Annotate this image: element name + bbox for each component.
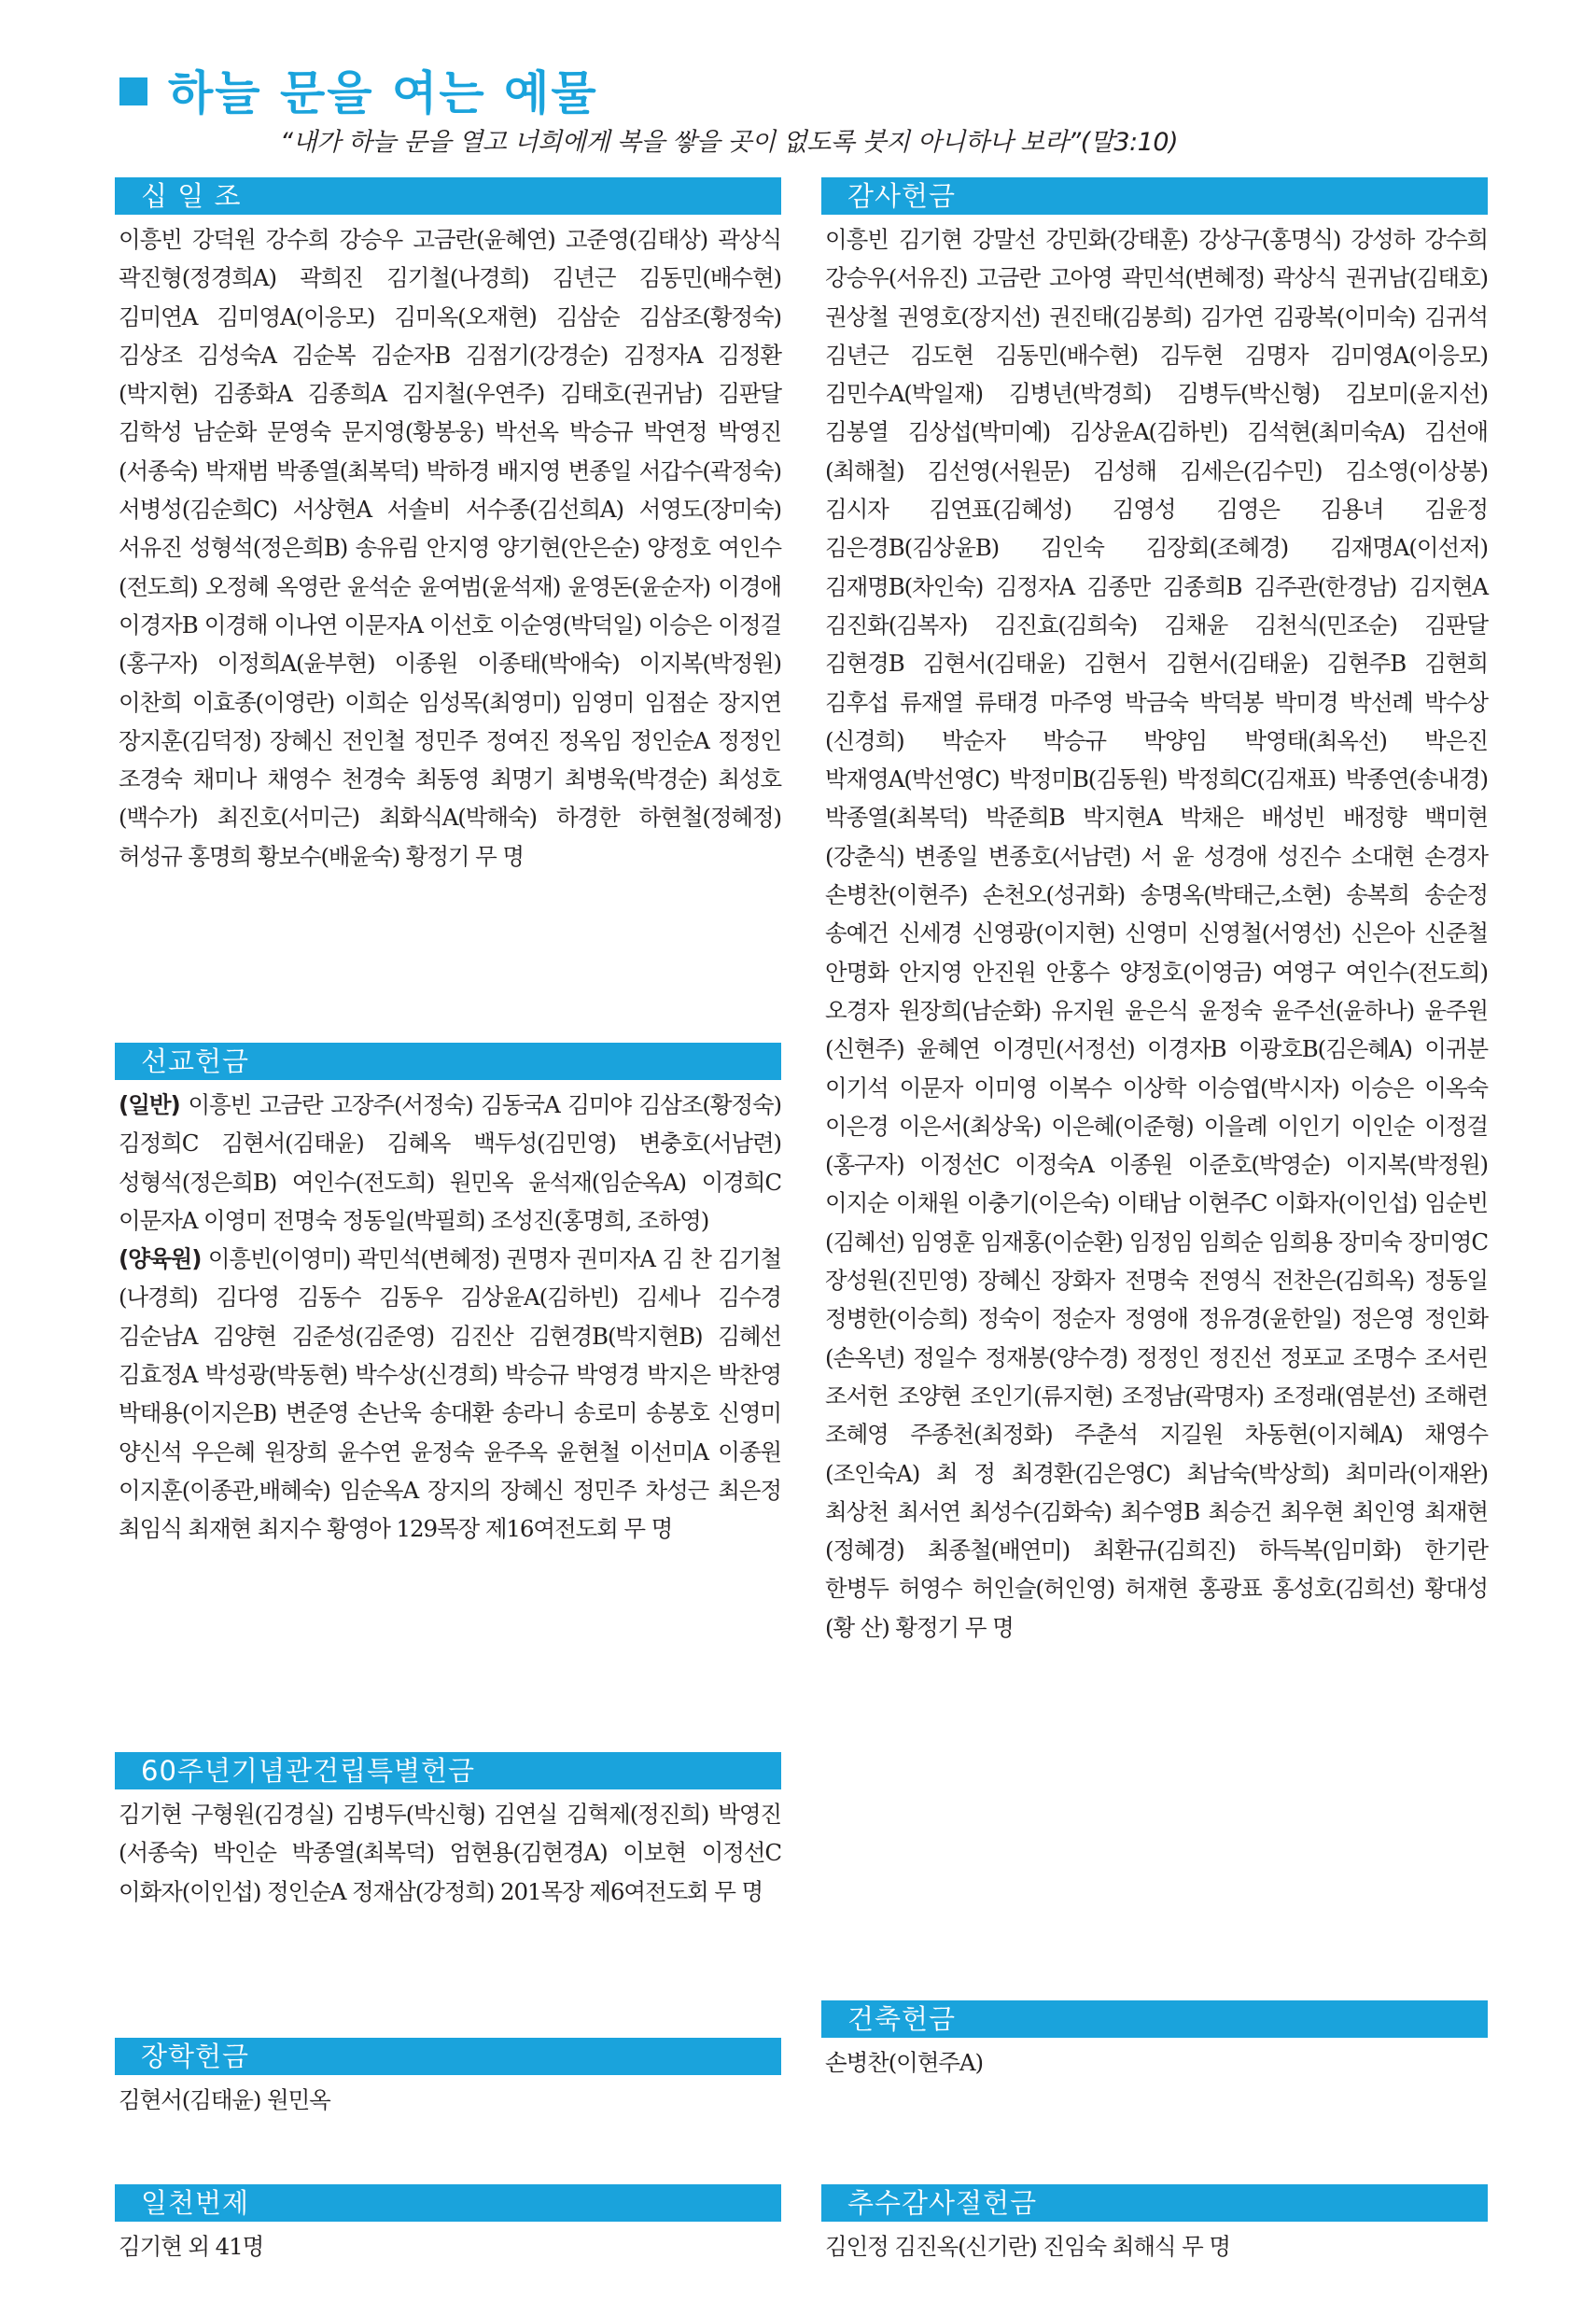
page-title: 하늘 문을 여는 예물 [168, 66, 598, 120]
mission-support-label: (양육원) [119, 1245, 202, 1273]
tithe-names: 이흥빈 강덕원 강수희 강승우 고금란(윤혜연) 고준영(김태상) 곽상식 곽진형(정경희A) 곽희진 김기철(나경희) 김년근 김동민(배수현) 김미연A 김미영A(이응모) 김미옥(오재현) 김삼순 김삼조(황정숙) 김상조 김성숙A 김순복 김순자B 김점기(강경순) 김정자A 김정환(박지현) 김종화A 김종희A 김지철(우연주) 김태호(권귀남) 김판달 김학성 남순화 문영숙 문지영(황봉웅) 박선옥 박승규 박연정 박영진(서종숙) 박재범 박종열(최복덕) 박하경 배지영 변종일 서갑수(곽정숙) 서병성(김순희C) 서상현A 서솔비 서수종(김선희A) 서영도(장미숙) 서유진 성형석(정은희B) 송유림 안지영 양기현(안은순) 양정호 여인수(전도희) 오정혜 옥영란 윤석순 윤여범(윤석재) 윤영돈(윤순자) 이경애 이경자B 이경해 이나연 이문자A 이선호 이순영(박덕일) 이승은 이정걸(홍구자) 이정희A(윤부현) 이종원 이종태(박애숙) 이지복(박정원) 이찬희 이효종(이영란) 이희순 임성목(최영미) 임영미 임점순 장지연 장지훈(김덕정) 장혜신 전인철 정민주 정여진 정옥임 정인순A 정정인 조경숙 채미나 채영수 천경숙 최동영 최명기 최병욱(박경순) 최성호(백수가) 최진호(서미근) 최화식A(박해숙) 하경한 하현철(정혜정) 허성규 홍명희 황보수(배윤숙) 황정기 무 명 [119, 226, 781, 870]
title-square-icon [119, 77, 147, 105]
mission-support-names: 이흥빈(이영미) 곽민석(변혜정) 권명자 권미자A 김 찬 김기철(나경희) 김다영 김동수 김동우 김상윤A(김하빈) 김세나 김수경 김순남A 김양현 김준성(김준영) 김진산 김현경B(박지현B) 김혜선 김효정A 박성광(박동현) 박수상(신경희) 박승규 박영경 박지은 박찬영 박태용(이지은B) 변준영 손난욱 송대환 송라니 송로미 송봉호 신영미 양신석 우은혜 원장희 윤수연 윤정숙 윤주옥 윤현철 이선미A 이종원 이지훈(이종관,배혜숙) 임순옥A 장지의 장혜신 정민주 차성근 최은정 최임식 최재현 최지수 황영아 129목장 제16여전도회 무 명 [119, 1245, 781, 1543]
thanks-heading: 감사헌금 [821, 177, 1488, 215]
tithe-heading: 십 일 조 [115, 177, 781, 215]
building-section [821, 2000, 1488, 2082]
scholarship-names: 김현서(김태윤) 원민옥 [119, 2086, 330, 2113]
ilcheon-section [115, 2184, 781, 2266]
ilcheon-names: 김기현 외 41명 [119, 2233, 264, 2260]
thanks-names: 이흥빈 김기현 강말선 강민화(강태훈) 강상구(홍명식) 강성하 강수희 강승우(서유진) 고금란 고아영 곽민석(변혜정) 곽상식 권귀남(김태호) 권상철 권영호(장지선) 권진태(김봉희) 김가연 김광복(이미숙) 김귀석 김년근 김도현 김동민(배수현) 김두현 김명자 김미영A(이응모) 김민수A(박일재) 김병년(박경희) 김병두(박신형) 김보미(윤지선) 김봉열 김상섭(박미예) 김상윤A(김하빈) 김석현(최미숙A) 김선애(최해철) 김선영(서원문) 김성해 김세은(김수민) 김소영(이상봉) 김시자 김연표(김혜성) 김영성 김영은 김용녀 김윤정 김은경B(김상윤B) 김인숙 김장회(조혜경) 김재명A(이선저) 김재명B(차인숙) 김정자A 김종만 김종희B 김주관(한경남) 김지현A 김진화(김복자) 김진효(김희숙) 김채윤 김천식(민조순) 김판달 김현경B 김현서(김태윤) 김현서 김현서(김태윤) 김현주B 김현희 김후섭 류재열 류태경 마주영 박금숙 박덕봉 박미경 박선례 박수상(신경희) 박순자 박승규 박양임 박영태(최옥선) 박은진 박재영A(박선영C) 박정미B(김동원) 박정희C(김재표) 박종연(송내경) 박종열(최복덕) 박준희B 박지현A 박채은 배성빈 배정향 백미현(강춘식) 변종일 변종호(서남련) 서 윤 성경애 성진수 소대현 손경자 손병찬(이현주) 손천오(성귀화) 송명옥(박태근,소현) 송복희 송순정 송예건 신세경 신영광(이지현) 신영미 신영철(서영선) 신은아 신준철 안명화 안지영 안진원 안홍수 양정호(이영금) 여영구 여인수(전도희) 오경자 원장희(남순화) 유지원 윤은식 윤정숙 윤주선(윤하나) 윤주원(신현주) 윤혜연 이경민(서정선) 이경자B 이광호B(김은혜A) 이귀분 이기석 이문자 이미영 이복수 이상학 이승엽(박시자) 이승은 이옥숙 이은경 이은서(최상욱) 이은혜(이준형) 이을례 이인기 이인순 이정걸(홍구자) 이정선C 이정숙A 이종원 이준호(박영순) 이지복(박정원) 이지순 이채원 이충기(이은숙) 이태남 이현주C 이화자(이인섭) 임순빈(김혜선) 임영훈 임재홍(이순환) 임정임 임희순 임희용 장미숙 장미영C 장성원(진민영) 장혜신 장화자 전명숙 전영식 전찬은(김희옥) 정동일 정병한(이승희) 정숙이 정순자 정영애 정유경(윤한일) 정은영 정인화(손옥년) 정일수 정재봉(양수경) 정정인 정진선 정포교 조명수 조서린 조서헌 조양현 조인기(류지현) 조정남(곽명자) 조정래(염분선) 조해련 조혜영 주종천(최정화) 주춘석 지길원 차동현(이지혜A) 채영수(조인숙A) 최 정 최경환(김은영C) 최남숙(박상희) 최미라(이재완) 최상천 최서연 최성수(김화숙) 최수영B 최승건 최우현 최인영 최재현(정혜경) 최종철(배연미) 최환규(김희진) 하득복(임미화) 한기란 한병두 허영수 허인슬(허인영) 허재현 홍광표 홍성호(김희선) 황대성(황 산) 황정기 무 명 [825, 226, 1488, 1641]
mission-heading: 선교헌금 [115, 1043, 781, 1080]
building-heading: 건축헌금 [821, 2000, 1488, 2038]
mission-names [115, 1086, 781, 1549]
building-names: 손병찬(이현주A) [825, 2049, 983, 2076]
ilcheon-heading: 일천번제 [115, 2184, 781, 2222]
scholarship-section [115, 2038, 781, 2119]
tithe-section [115, 177, 781, 876]
harvest-names: 김인정 김진옥(신기란) 진임숙 최해식 무 명 [825, 2233, 1230, 2260]
mission-section [115, 1043, 781, 1549]
mission-general-names: 이흥빈 고금란 고장주(서정숙) 김동국A 김미야 김삼조(황정숙) 김정희C 김현서(김태윤) 김혜옥 백두성(김민영) 변충호(서남련) 성형석(정은희B) 여인수(전도희) 원민옥 윤석재(임순옥A) 이경희C 이문자A 이영미 전명숙 정동일(박필희) 조성진(홍명희, 조하영) [119, 1091, 781, 1234]
harvest-heading: 추수감사절헌금 [821, 2184, 1488, 2222]
scholarship-heading: 장학헌금 [115, 2038, 781, 2075]
memorial-heading: 60주년기념관건립특별헌금 [115, 1752, 781, 1789]
thanks-section [821, 177, 1488, 1647]
harvest-section [821, 2184, 1488, 2266]
page-header [119, 56, 598, 123]
memorial-names: 김기현 구형원(김경실) 김병두(박신형) 김연실 김혁제(정진희) 박영진(서종숙) 박인순 박종열(최복덕) 엄현용(김현경A) 이보현 이정선C 이화자(이인섭) 정인순A 정재삼(강정희) 201목장 제6여전도회 무 명 [119, 1801, 781, 1905]
bible-verse: “내가 하늘 문을 열고 너희에게 복을 쌓을 곳이 없도록 붓지 아니하나 보라”(말3:10) [280, 128, 1179, 157]
mission-general-label: (일반) [119, 1091, 180, 1118]
memorial-section [115, 1752, 781, 1911]
